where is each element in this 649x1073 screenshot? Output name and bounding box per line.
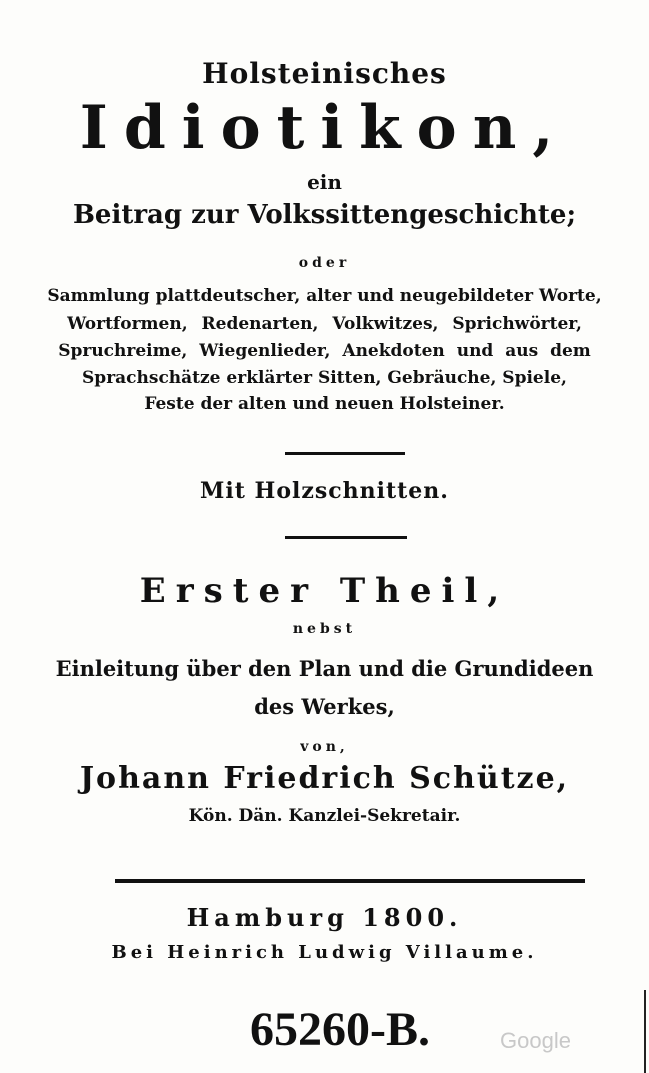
description-line: Wortformen, Redenarten, Volkwitzes, Sprichwörter, — [67, 314, 582, 334]
description-line: Spruchreime, Wiegenlieder, Anekdoten und aus dem — [58, 341, 591, 361]
title-line-1: Holsteinisches — [202, 57, 447, 90]
oder-label: oder — [298, 255, 351, 271]
page-edge — [644, 990, 646, 1073]
ein-label: ein — [307, 170, 342, 194]
author-name: Johann Friedrich Schütze, — [79, 761, 570, 796]
ornament-divider — [285, 452, 405, 455]
ornament-divider — [285, 536, 407, 539]
publisher: Bei Heinrich Ludwig Villaume. — [111, 942, 538, 963]
illustrations-note: Mit Holzschnitten. — [200, 478, 449, 504]
intro-line: Einleitung über den Plan und die Grundideen — [55, 656, 594, 681]
description-line: Feste der alten und neuen Holsteiner. — [144, 394, 505, 414]
author-title: Kön. Dän. Kanzlei-Sekretair. — [188, 806, 461, 826]
nebst-label: nebst — [292, 621, 357, 637]
description-line: Sprachschätze erklärter Sitten, Gebräuche, Spiele, — [82, 368, 567, 388]
shelfmark: 65260-B. — [250, 1003, 430, 1056]
place-year: Hamburg 1800. — [186, 903, 463, 932]
main-title: Idiotikon, — [79, 93, 570, 163]
subtitle: Beitrag zur Volkssittengeschichte; — [72, 200, 577, 230]
ornament-rule — [115, 879, 585, 883]
von-label: von, — [300, 739, 349, 755]
intro-line: des Werkes, — [254, 694, 395, 719]
description-line: Sammlung plattdeutscher, alter und neugebildeter Worte, — [47, 286, 602, 306]
google-watermark: Google — [500, 1028, 571, 1053]
volume-label: Erster Theil, — [139, 571, 510, 611]
